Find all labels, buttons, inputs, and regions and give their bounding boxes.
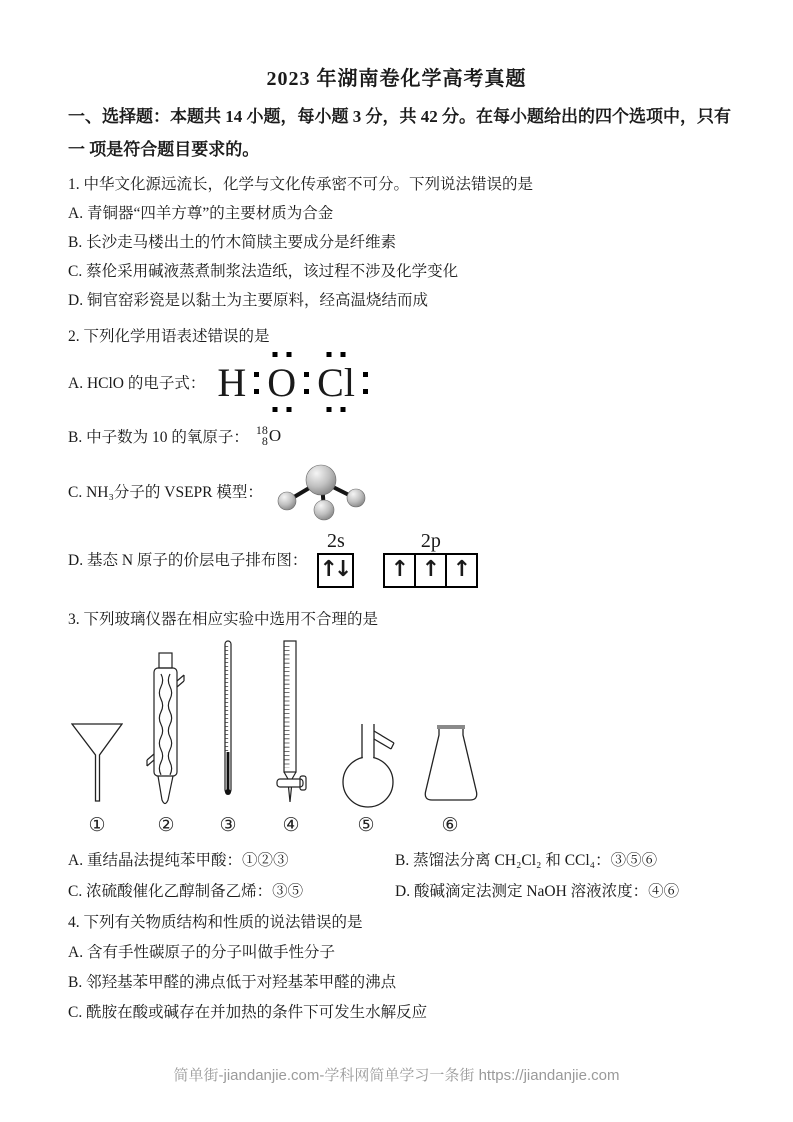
orbital-diagram xyxy=(317,531,478,588)
section-header-line2: 项是符合题目要求的。 xyxy=(89,140,260,159)
q3-option-b: B. 蒸馏法分离 CH₂Cl₂ 和 CCl₄：③⑤⑥ xyxy=(395,852,658,869)
lewis-structure-hclo xyxy=(213,349,380,415)
lewis-atom-cl: Cl xyxy=(315,363,357,403)
q4-option-c: C. 酰胺在酸或碱存在并加热的条件下可发生水解反应 xyxy=(68,1004,428,1021)
coil-condenser-diagram xyxy=(146,652,186,814)
q4-option-b: B. 邻羟基苯甲醛的沸点低于对羟基苯甲醛的沸点 xyxy=(68,974,397,991)
q2-option-a-label: A. HClO 的电子式： xyxy=(68,375,206,392)
q3-option-c: C. 浓硫酸催化乙醇制备乙烯：③⑤ xyxy=(68,883,304,900)
lone-pair-dots xyxy=(363,372,368,394)
q3-stem: 3. 下列玻璃仪器在相应实验中选用不合理的是 xyxy=(68,611,379,628)
bonding-pair-dots xyxy=(304,372,309,394)
watermark-footer: 简单街-jiandanjie.com-学科网简单学习一条街 https://jiandanjie.com xyxy=(173,1067,620,1084)
q1-option-c: C. 蔡伦采用碱液蒸煮制浆法造纸，该过程不涉及化学变化 xyxy=(68,263,459,280)
q2-stem: 2. 下列化学用语表述错误的是 xyxy=(68,328,270,345)
orbital-2p-box: ↑ xyxy=(414,553,447,588)
orbital-2p-group xyxy=(383,531,478,588)
apparatus-label-6: ⑥ xyxy=(441,814,459,836)
q4-option-a: A. 含有手性碳原子的分子叫做手性分子 xyxy=(68,944,335,961)
section-header xyxy=(68,100,737,166)
funnel-diagram xyxy=(71,722,123,806)
apparatus-label-5: ⑤ xyxy=(357,814,375,836)
q2-option-a xyxy=(68,351,747,413)
question-1 xyxy=(68,170,747,315)
orbital-2p-boxes xyxy=(383,553,478,588)
q1-option-d: D. 铜官窑彩瓷是以黏土为主要原料，经高温烧结而成 xyxy=(68,292,428,309)
isotope-notation xyxy=(256,425,281,447)
orbital-2s-label: 2s xyxy=(326,529,345,552)
q3-option-d: D. 酸碱滴定法测定 NaOH 溶液浓度：④⑥ xyxy=(395,883,680,900)
apparatus-label-4: ④ xyxy=(282,814,300,836)
orbital-2p-label: 2p xyxy=(420,529,441,552)
question-2 xyxy=(68,322,747,595)
q2-option-b-label: B. 中子数为 10 的氧原子： xyxy=(68,429,249,446)
lone-pair-dots xyxy=(327,352,346,357)
element-symbol: O xyxy=(268,426,282,445)
lone-pair-dots xyxy=(327,407,346,412)
orbital-2p-box: ↑ xyxy=(383,553,416,588)
q3-option-a: A. 重结晶法提纯苯甲酸：①②③ xyxy=(68,852,289,869)
apparatus-label-2: ② xyxy=(157,814,175,836)
thermometer-diagram xyxy=(222,640,234,802)
q2-option-c xyxy=(68,459,747,523)
question-3 xyxy=(68,605,747,915)
burette-diagram xyxy=(274,640,308,806)
orbital-2p-box: ↑ xyxy=(445,553,478,588)
q1-option-a: A. 青铜器“四羊方尊”的主要材质为合金 xyxy=(68,205,334,222)
question-4 xyxy=(68,908,747,1028)
page-title: 2023 年湖南卷化学高考真题 xyxy=(266,68,527,90)
conical-flask-diagram xyxy=(422,724,480,806)
q2-option-d-label: D. 基态 N 原子的价层电子排布图： xyxy=(68,552,308,569)
lone-pair-dots xyxy=(272,352,291,357)
q2-option-c-label: C. NH₃分子的 VSEPR 模型： xyxy=(68,484,263,501)
vsepr-model-diagram xyxy=(269,460,369,522)
atomic-number: 8 xyxy=(261,434,268,448)
lewis-atom-h: H xyxy=(217,360,247,405)
q1-option-b: B. 长沙走马楼出土的竹木简牍主要成分是纤维素 xyxy=(68,234,397,251)
lewis-atom-o: O xyxy=(265,363,298,403)
bonding-pair-dots xyxy=(254,372,259,394)
orbital-2s-box: ↑↓ xyxy=(317,553,354,588)
lone-pair-dots xyxy=(272,407,291,412)
section-header-line1: 一、选择题：本题共 14 小题，每小题 3 分，共 42 分。在每小题给出的四个选项中，只有一 xyxy=(68,107,731,159)
mass-number: 18 xyxy=(255,423,268,437)
q4-stem: 4. 下列有关物质结构和性质的说法错误的是 xyxy=(68,914,363,931)
apparatus-label-3: ③ xyxy=(219,814,237,836)
apparatus-label-1: ① xyxy=(88,814,106,836)
q1-stem: 1. 中华文化源远流长，化学与文化传承密不可分。下列说法错误的是 xyxy=(68,176,534,193)
q2-option-b xyxy=(68,413,747,459)
distillation-flask-diagram xyxy=(342,722,400,810)
isotope-numbers xyxy=(256,425,268,447)
orbital-2s-group xyxy=(317,531,354,588)
q2-option-d xyxy=(68,523,747,595)
glassware-figure xyxy=(68,640,728,840)
